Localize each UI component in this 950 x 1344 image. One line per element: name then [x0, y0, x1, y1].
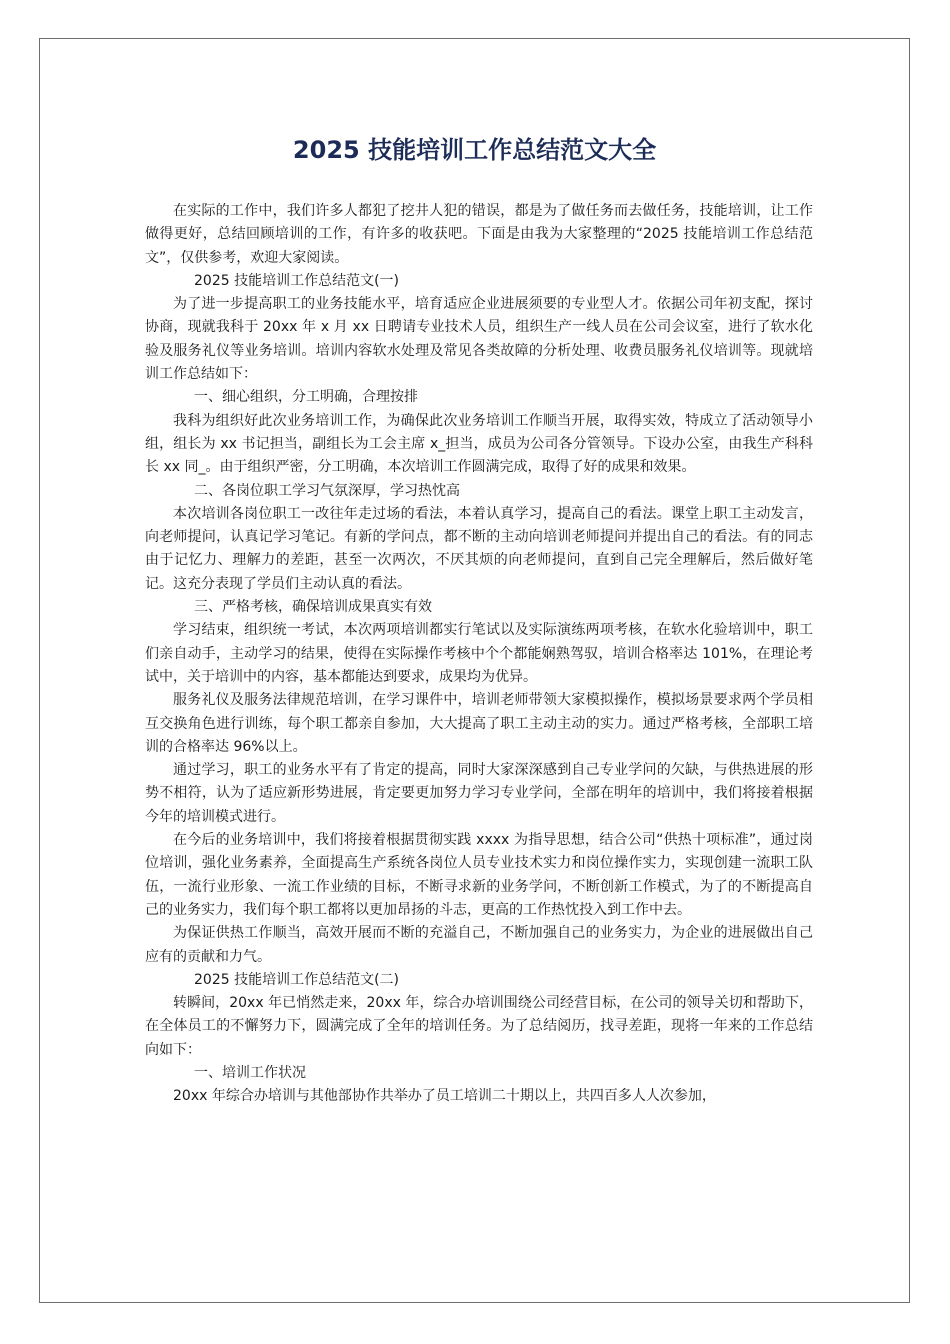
paragraph: 我科为组织好此次业务培训工作，为确保此次业务培训工作顺当开展，取得实效，特成立了活动领导小组，组长为 xx 书记担当，副组长为工会主席 x_担当，成员为公司各分管领导。下设办公室，由我生产科科长 xx 同_。由于组织严密，分工明确，本次培训工作圆满完成，取得了好的成果和效果。 — [145, 412, 813, 476]
document-title: 2025 技能培训工作总结范文大全 — [292, 136, 657, 164]
paragraph-intro: 在实际的工作中，我们许多人都犯了挖井人犯的错误，都是为了做任务而去做任务，技能培训，让工作做得更好，总结回顾培训的工作，有许多的收获吧。下面是由我为大家整理的“2025 技能培训工作总结范文”，仅供参考，欢迎大家阅读。 — [145, 203, 813, 266]
paragraph: 20xx 年综合办培训与其他部协作共举办了员工培训二十期以上，共四百多人人次参加， — [173, 1088, 716, 1105]
section-heading-part-two: 2025 技能培训工作总结范文(二) — [194, 971, 400, 988]
paragraph: 本次培训各岗位职工一改往年走过场的看法，本着认真学习，提高自己的看法。课堂上职工主动发言，向老师提问，认真记学习笔记。有新的学问点，都不断的主动向培训老师提问并提出自己的看法。有的同志由于记忆力、理解力的差距，甚至一次两次，不厌其烦的向老师提问，直到自己完全理解后，然后做好笔记。这充分表现了学员们主动认真的看法。 — [145, 505, 813, 592]
paragraph: 服务礼仪及服务法律规范培训，在学习课件中，培训老师带领大家模拟操作，模拟场景要求两个学员相互交换角色进行训练，每个职工都亲自参加，大大提高了职工主动主动的实力。通过严格考核，全部职工培训的合格率达 96%以上。 — [145, 692, 813, 755]
paragraph: 通过学习，职工的业务水平有了肯定的提高，同时大家深深感到自己专业学问的欠缺，与供热进展的形势不相符，认为了适应新形势进展，肯定要更加努力学习专业学问，全部在明年的培训中，我们将接着根据今年的培训模式进行。 — [145, 762, 813, 825]
paragraph: 为保证供热工作顺当，高效开展而不断的充溢自己，不断加强自己的业务实力，为企业的进展做出自己应有的贡献和力气。 — [145, 925, 813, 965]
document-body — [145, 200, 813, 1109]
paragraph: 学习结束，组织统一考试，本次两项培训都实行笔试以及实际演练两项考核，在软水化验培训中，职工们亲自动手，主动学习的结果，使得在实际操作考核中个个都能娴熟驾驭，培训合格率达 101%，在理论考试中，关于培训中的内容，基本都能达到要求，成果均为优异。 — [145, 622, 813, 685]
subsection-heading: 一、细心组织，分工明确，合理按排 — [194, 389, 418, 406]
paragraph: 在今后的业务培训中，我们将接着根据贯彻实践 xxxx 为指导思想，结合公司“供热十项标准”，通过岗位培训，强化业务素养，全面提高生产系统各岗位人员专业技术实力和岗位操作实力，实现创建一流职工队伍，一流行业形象、一流工作业绩的目标，不断寻求新的业务学问，不断创新工作模式，为了的不断提高自己的业务实力，我们每个职工都将以更加昂扬的斗志，更高的工作热忱投入到工作中去。 — [145, 832, 813, 918]
subsection-heading: 一、培训工作状况 — [194, 1064, 306, 1081]
paragraph: 转瞬间，20xx 年已悄然走来，20xx 年，综合办培训围绕公司经营目标，在公司的领导关切和帮助下，在全体员工的不懈努力下，圆满完成了全年的培训任务。为了总结阅历，找寻差距，现将一年来的工作总结向如下： — [145, 995, 813, 1058]
subsection-heading: 二、各岗位职工学习气氛深厚，学习热忱高 — [194, 482, 460, 499]
section-heading-part-one: 2025 技能培训工作总结范文(一) — [194, 272, 400, 289]
paragraph: 为了进一步提高职工的业务技能水平，培育适应企业进展须要的专业型人才。依据公司年初支配，探讨协商，现就我科于 20xx 年 x 月 xx 日聘请专业技术人员，组织生产一线人员在公司会议室，进行了软水化验及服务礼仪等业务培训。培训内容软水处理及常见各类故障的分析处理、收费员服务礼仪培训等。现就培训工作总结如下： — [145, 296, 813, 383]
subsection-heading: 三、严格考核，确保培训成果真实有效 — [194, 599, 432, 616]
